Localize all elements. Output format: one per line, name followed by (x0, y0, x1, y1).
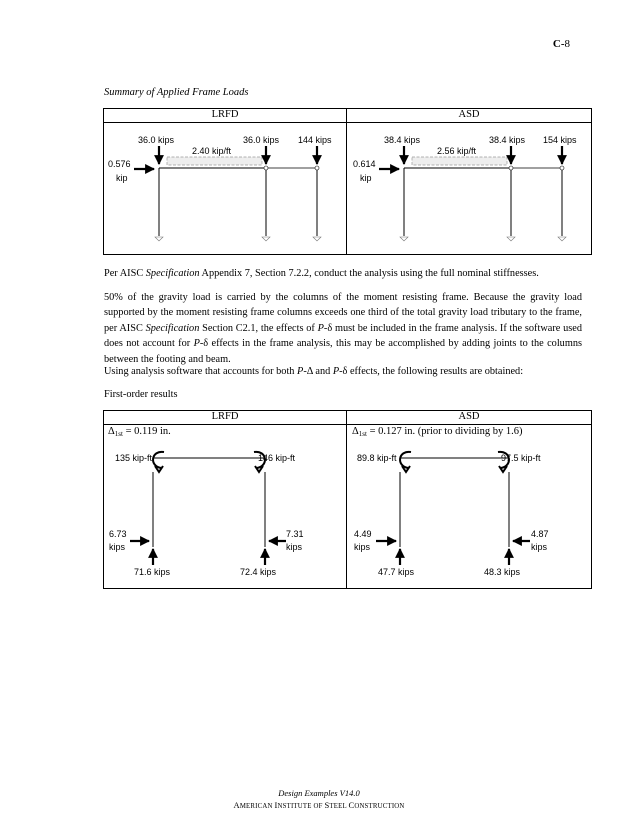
paragraph-gravity-load: 50% of the gravity load is carried by the columns of the moment resisting frame. Because the gravity load supported by the moment resisting frame columns exceeds one third of the total gravity load tributary to the frame, per AISC Specification Section C2.1, the effects of P-δ must be included in the frame analysis. If the software used does not account for P-δ effects in the frame analysis, this may be accomplished by adding joints to the columns between the footing and beam. (104, 292, 582, 365)
asd-axial-right: 48.3 kips (484, 567, 521, 577)
applied-lrfd-heading: LRFD (211, 109, 239, 120)
asd-shear-left-unit: kips (354, 542, 371, 552)
lrfd-moment-right: 146 kip-ft (258, 453, 296, 463)
asd-distributed-load: 2.56 kip/ft (437, 146, 477, 156)
asd-shear-right-value: 4.87 (531, 529, 549, 539)
paragraph-analysis-software: Using analysis software that accounts for both P-Δ and P-δ effects, the following results are obtained: (104, 366, 524, 377)
results-lrfd-heading: LRFD (211, 411, 239, 422)
asd-load-left: 38.4 kips (384, 135, 421, 145)
applied-asd-heading: ASD (458, 109, 480, 120)
lrfd-result-frame (130, 452, 286, 565)
asd-load-right: 154 kips (543, 135, 577, 145)
page-number: C-8 (552, 38, 570, 50)
asd-result-frame (376, 452, 530, 565)
summary-title: Summary of Applied Frame Loads (104, 87, 249, 98)
lrfd-axial-left: 71.6 kips (134, 567, 171, 577)
asd-lateral-unit: kip (360, 173, 372, 183)
asd-shear-right-unit: kips (531, 542, 548, 552)
lrfd-distributed-load: 2.40 kip/ft (192, 146, 232, 156)
first-order-results-label: First-order results (104, 389, 178, 400)
footer-organization: AMERICAN INSTITUTE OF STEEL CONSTRUCTION (233, 800, 405, 810)
asd-moment-right: 97.5 kip-ft (501, 453, 541, 463)
paragraph-analysis-stiffness: Per AISC Specification Appendix 7, Section 7.2.2, conduct the analysis using the full nominal stiffnesses. (104, 268, 539, 279)
results-asd-heading: ASD (458, 411, 480, 422)
asd-shear-left-value: 4.49 (354, 529, 372, 539)
lrfd-drift: $\Delta_{1st} = 0.119$ in. (108, 426, 171, 438)
lrfd-lateral-value: 0.576 (108, 159, 131, 169)
lrfd-load-left: 36.0 kips (138, 135, 175, 145)
footer-title: Design Examples V14.0 (278, 788, 360, 798)
lrfd-shear-right-value: 7.31 (286, 529, 304, 539)
lrfd-load-right: 144 kips (298, 135, 332, 145)
lrfd-shear-left-unit: kips (109, 542, 126, 552)
lrfd-lateral-unit: kip (116, 173, 128, 183)
lrfd-load-mid: 36.0 kips (243, 135, 280, 145)
lrfd-shear-left-value: 6.73 (109, 529, 127, 539)
asd-axial-left: 47.7 kips (378, 567, 415, 577)
lrfd-axial-right: 72.4 kips (240, 567, 277, 577)
lrfd-moment-left: 135 kip-ft (115, 453, 153, 463)
asd-lateral-value: 0.614 (353, 159, 376, 169)
asd-drift: $\Delta_{1st} = 0.127$ in. (prior to dividing by 1.6) (352, 426, 523, 438)
lrfd-shear-right-unit: kips (286, 542, 303, 552)
asd-moment-left: 89.8 kip-ft (357, 453, 397, 463)
asd-load-mid: 38.4 kips (489, 135, 526, 145)
